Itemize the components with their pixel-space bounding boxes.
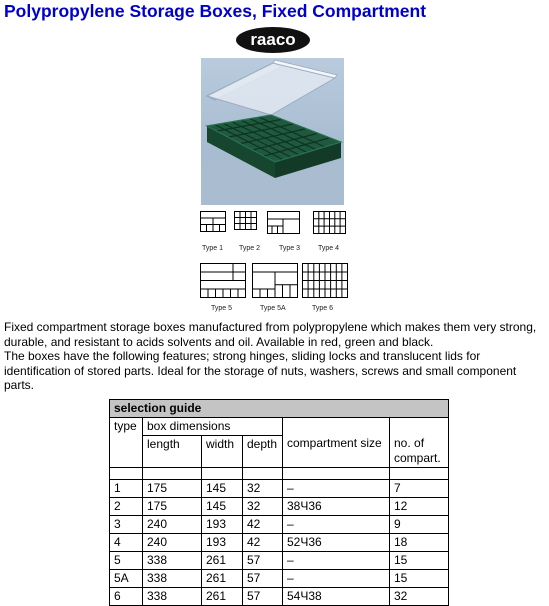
- type-2-label: Type 2: [239, 245, 261, 252]
- type-4-label: Type 4: [318, 245, 340, 252]
- cell-compartment: 54Ч38: [283, 587, 390, 605]
- spacer-cell: [283, 467, 390, 479]
- type-3-diagram: [268, 212, 300, 234]
- cell-compartment: –: [283, 551, 390, 569]
- spacer-cell: [110, 467, 143, 479]
- cell-depth: 57: [243, 587, 283, 605]
- cell-length: 338: [143, 569, 202, 587]
- cell-depth: 42: [243, 533, 283, 551]
- spacer-cell: [202, 467, 243, 479]
- type-3-label: Type 3: [279, 245, 301, 252]
- cell-depth: 32: [243, 479, 283, 497]
- cell-compartment: 52Ч36: [283, 533, 390, 551]
- cell-compartment: 38Ч36: [283, 497, 390, 515]
- product-description: [4, 320, 549, 393]
- cell-count: 15: [390, 569, 449, 587]
- cell-type: 5: [110, 551, 143, 569]
- cell-depth: 57: [243, 569, 283, 587]
- header-width: width: [202, 436, 243, 468]
- cell-length: 240: [143, 533, 202, 551]
- header-length: length: [143, 436, 202, 468]
- cell-width: 261: [202, 551, 243, 569]
- cell-count: 32: [390, 587, 449, 605]
- type-5a-diagram: [253, 264, 298, 298]
- type-6-diagram: [303, 264, 348, 298]
- cell-width: 145: [202, 497, 243, 515]
- cell-type: 2: [110, 497, 143, 515]
- header-box-dimensions: box dimensions: [143, 418, 283, 436]
- type-5a-label: Type 5A: [260, 305, 286, 312]
- cell-compartment: –: [283, 569, 390, 587]
- cell-type: 4: [110, 533, 143, 551]
- cell-count: 15: [390, 551, 449, 569]
- storage-box-illustration: [201, 58, 344, 205]
- type-2-diagram: [235, 212, 257, 230]
- cell-type: 5A: [110, 569, 143, 587]
- cell-width: 145: [202, 479, 243, 497]
- table-row: [110, 533, 449, 551]
- header-type: type: [110, 418, 143, 436]
- cell-compartment: –: [283, 479, 390, 497]
- table-row: [110, 569, 449, 587]
- cell-count: 7: [390, 479, 449, 497]
- cell-depth: 42: [243, 515, 283, 533]
- type-1-label: Type 1: [202, 245, 224, 252]
- product-photo: [201, 58, 344, 205]
- cell-compartment: –: [283, 515, 390, 533]
- cell-depth: 32: [243, 497, 283, 515]
- spacer-cell: [143, 467, 202, 479]
- header-depth: depth: [243, 436, 283, 468]
- cell-length: 175: [143, 497, 202, 515]
- spacer-cell: [243, 467, 283, 479]
- type-diagrams-svg: [197, 208, 351, 316]
- cell-length: 338: [143, 587, 202, 605]
- table-row: [110, 515, 449, 533]
- header-type-blank: [110, 436, 143, 468]
- table-row: [110, 497, 449, 515]
- cell-length: 240: [143, 515, 202, 533]
- cell-length: 338: [143, 551, 202, 569]
- page-title: Polypropylene Storage Boxes, Fixed Compartment: [4, 1, 427, 21]
- cell-type: 1: [110, 479, 143, 497]
- type-5-label: Type 5: [211, 305, 233, 312]
- compartment-type-diagrams: [197, 208, 351, 316]
- table-caption: selection guide: [110, 400, 449, 418]
- type-5-diagram: [201, 264, 246, 298]
- cell-width: 261: [202, 569, 243, 587]
- raaco-logo: raaco: [236, 27, 310, 53]
- header-blank-compartment: [283, 418, 390, 436]
- cell-width: 261: [202, 587, 243, 605]
- type-1-diagram: [201, 212, 226, 232]
- spacer-cell: [390, 467, 449, 479]
- cell-count: 12: [390, 497, 449, 515]
- header-count-line-1: no. of: [394, 435, 425, 450]
- cell-count: 18: [390, 533, 449, 551]
- description-paragraph-1: Fixed compartment storage boxes manufactured from polypropylene which makes them very strong, durable, and resistant to acids solvents and oil. Available in red, green and black.: [4, 320, 537, 349]
- description-paragraph-2: The boxes have the following features; strong hinges, sliding locks and translucent lids for identification of stored parts. Ideal for the storage of nuts, washers, screws and small component parts.: [4, 349, 517, 392]
- type-4-diagram: [314, 212, 346, 234]
- header-blank-count: [390, 418, 449, 436]
- cell-type: 3: [110, 515, 143, 533]
- table-row: [110, 551, 449, 569]
- header-count: [390, 436, 449, 468]
- cell-width: 193: [202, 533, 243, 551]
- selection-guide-table: [109, 399, 449, 606]
- cell-count: 9: [390, 515, 449, 533]
- cell-depth: 57: [243, 551, 283, 569]
- cell-length: 175: [143, 479, 202, 497]
- header-count-line-2: compart.: [394, 450, 441, 465]
- type-6-label: Type 6: [312, 305, 334, 312]
- table-row: [110, 587, 449, 605]
- cell-width: 193: [202, 515, 243, 533]
- cell-type: 6: [110, 587, 143, 605]
- header-compartment-size: compartment size: [283, 436, 390, 468]
- table-row: [110, 479, 449, 497]
